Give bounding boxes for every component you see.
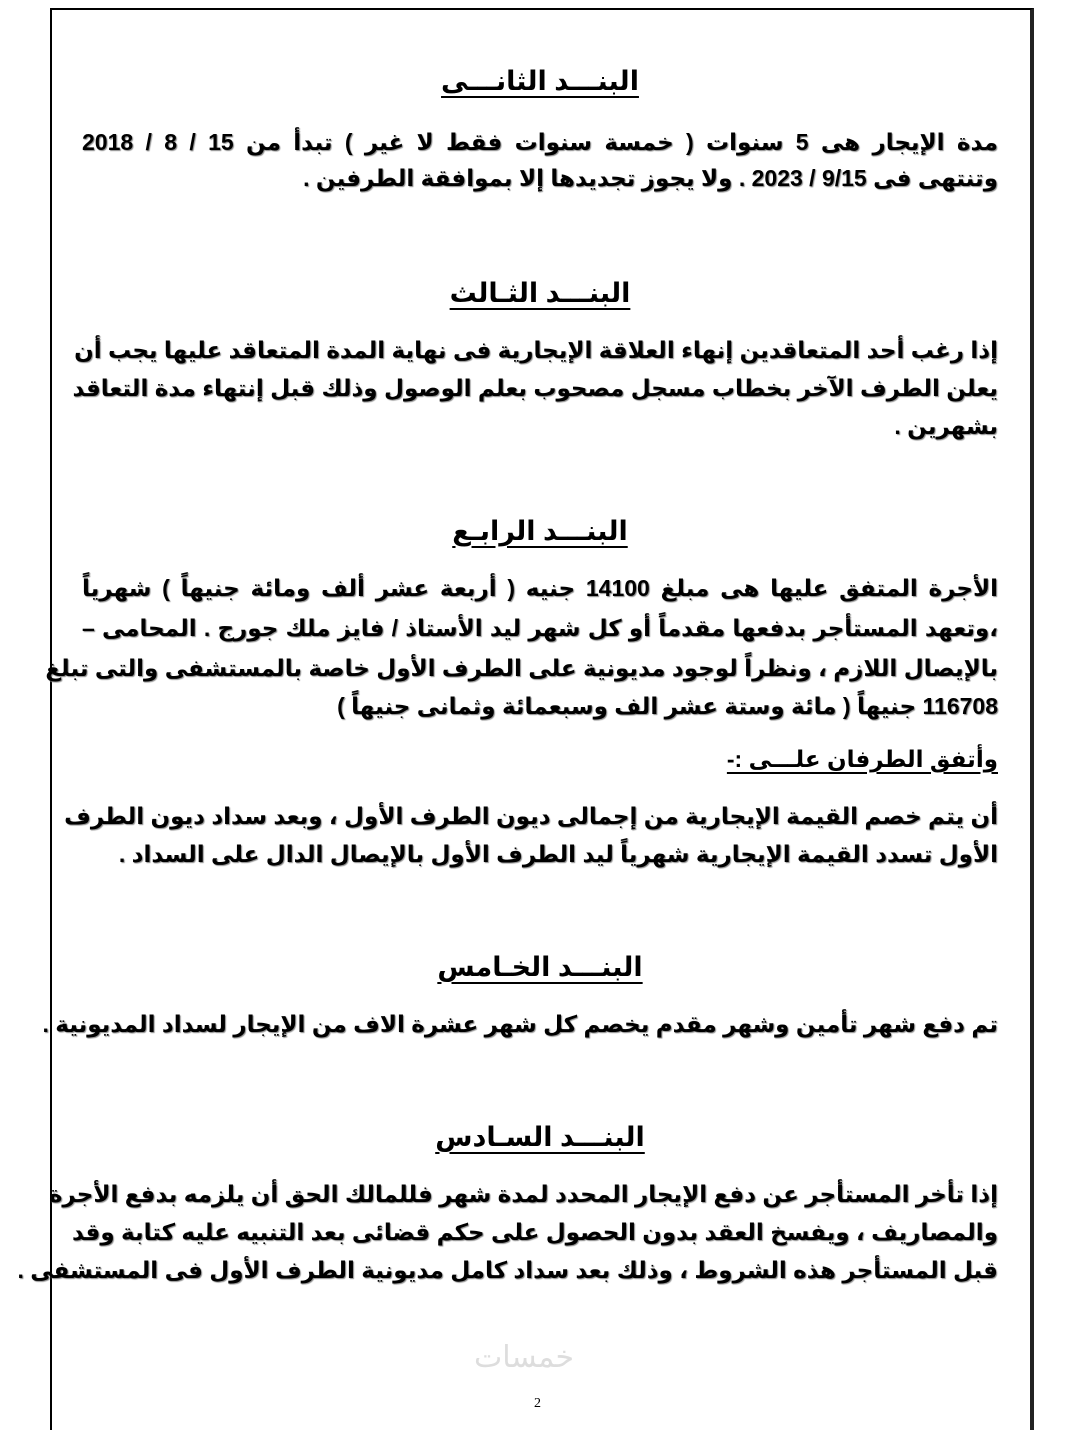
document-body [17, 0, 998, 1430]
paragraph-line: إذا تأخر المستأجر عن دفع الإيجار المحدد لمدة شهر فللمالك الحق أن يلزمه بدفع الأجرة [48, 1181, 998, 1207]
section-heading-4: البنـــد الرابـع [452, 516, 628, 546]
paragraph-line: يعلن الطرف الآخر بخطاب مسجل مصحوب بعلم الوصول وذلك قبل إنتهاء مدة التعاقد [72, 375, 998, 401]
page-number: 2 [534, 1396, 541, 1411]
section-heading-5: البنـــد الخـامس [437, 952, 643, 982]
paragraph-line: الأول تسدد القيمة الإيجارية شهرياً ليد الطرف الأول بالإيصال الدال على السداد . [118, 841, 998, 867]
watermark-logo: خمسات [474, 1340, 575, 1375]
paragraph-line: إذا رغب أحد المتعاقدين إنهاء العلاقة الإيجارية فى نهاية المدة المتعاقد عليها يجب أن [74, 337, 998, 363]
paragraph-line: الأجرة المتفق عليها هى مبلغ 14100 جنيه ( أربعة عشر ألف ومائة جنيهاً ) شهرياً [82, 575, 998, 601]
sub-heading: وأتفق الطرفان علـــى :- [726, 746, 998, 772]
paragraph-line: والمصاريف ، ويفسخ العقد بدون الحصول على حكم قضائى بعد التنبيه عليه كتابة وقد [71, 1219, 998, 1245]
section-heading-3: البنـــد الثـالث [449, 278, 631, 308]
paragraph-line: أن يتم خصم القيمة الإيجارية من إجمالى ديون الطرف الأول ، وبعد سداد ديون الطرف [64, 803, 998, 829]
paragraph-line: تم دفع شهر تأمين وشهر مقدم يخصم كل شهر عشرة الاف من الإيجار لسداد المديونية . [42, 1011, 998, 1037]
paragraph-line: ،وتعهد المستأجر بدفعها مقدماً أو كل شهر ليد الأستاذ / فايز ملك جورج . المحامى – [82, 615, 998, 641]
paragraph-line: بالإيصال اللازم ، ونظراً لوجود مديونية على الطرف الأول خاصة بالمستشفى والتى تبلغ [45, 655, 998, 681]
paragraph-line: بشهرين . [894, 413, 998, 439]
paragraph-line: وتنتهى فى 9/15 / 2023 . ولا يجوز تجديدها إلا بموافقة الطرفين . [303, 165, 998, 191]
paragraph-line: 116708 جنيهاً ( مائة وستة عشر الف وسبعمائة وثمانى جنيهاً ) [337, 693, 998, 719]
section-heading-6: البنـــد السـادس [435, 1122, 645, 1152]
section-heading-2: البنـــد الثانـــى [441, 66, 639, 96]
paragraph-line: قبل المستأجر هذه الشروط ، وذلك بعد سداد كامل مديونية الطرف الأول فى المستشفى . [17, 1257, 998, 1283]
paragraph-line: مدة الإيجار هى 5 سنوات ( خمسة سنوات فقط لا غير ) تبدأ من 15 / 8 / 2018 [82, 129, 998, 155]
